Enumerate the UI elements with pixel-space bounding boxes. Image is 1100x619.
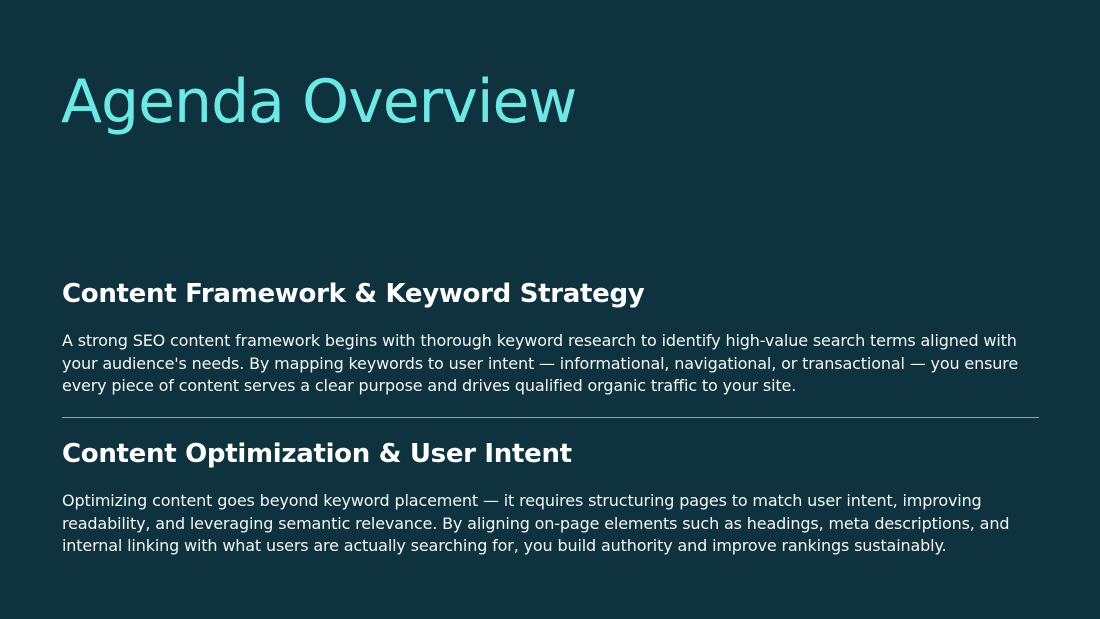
page-title: Agenda Overview: [61, 67, 577, 137]
agenda-section-optimization: [62, 438, 1042, 558]
section-heading: Content Optimization & User Intent: [62, 439, 572, 469]
section-heading: Content Framework & Keyword Strategy: [62, 279, 645, 309]
section-body: Optimizing content goes beyond keyword placement — it requires structuring pages to match user intent, improving readability, and leveraging semantic relevance. By aligning on-page elements such as headings, meta descriptions, and internal linking with what users are actually searching for, you build authority and improve rankings sustainably.: [62, 491, 1010, 555]
agenda-section-keyword-strategy: [62, 278, 1042, 398]
section-body: A strong SEO content framework begins with thorough keyword research to identify high-value search terms aligned with your audience's needs. By mapping keywords to user intent — informational, navigational, or transactional — you ensure every piece of content serves a clear purpose and drives qualified organic traffic to your site.: [62, 331, 1019, 395]
section-divider: [62, 417, 1039, 418]
